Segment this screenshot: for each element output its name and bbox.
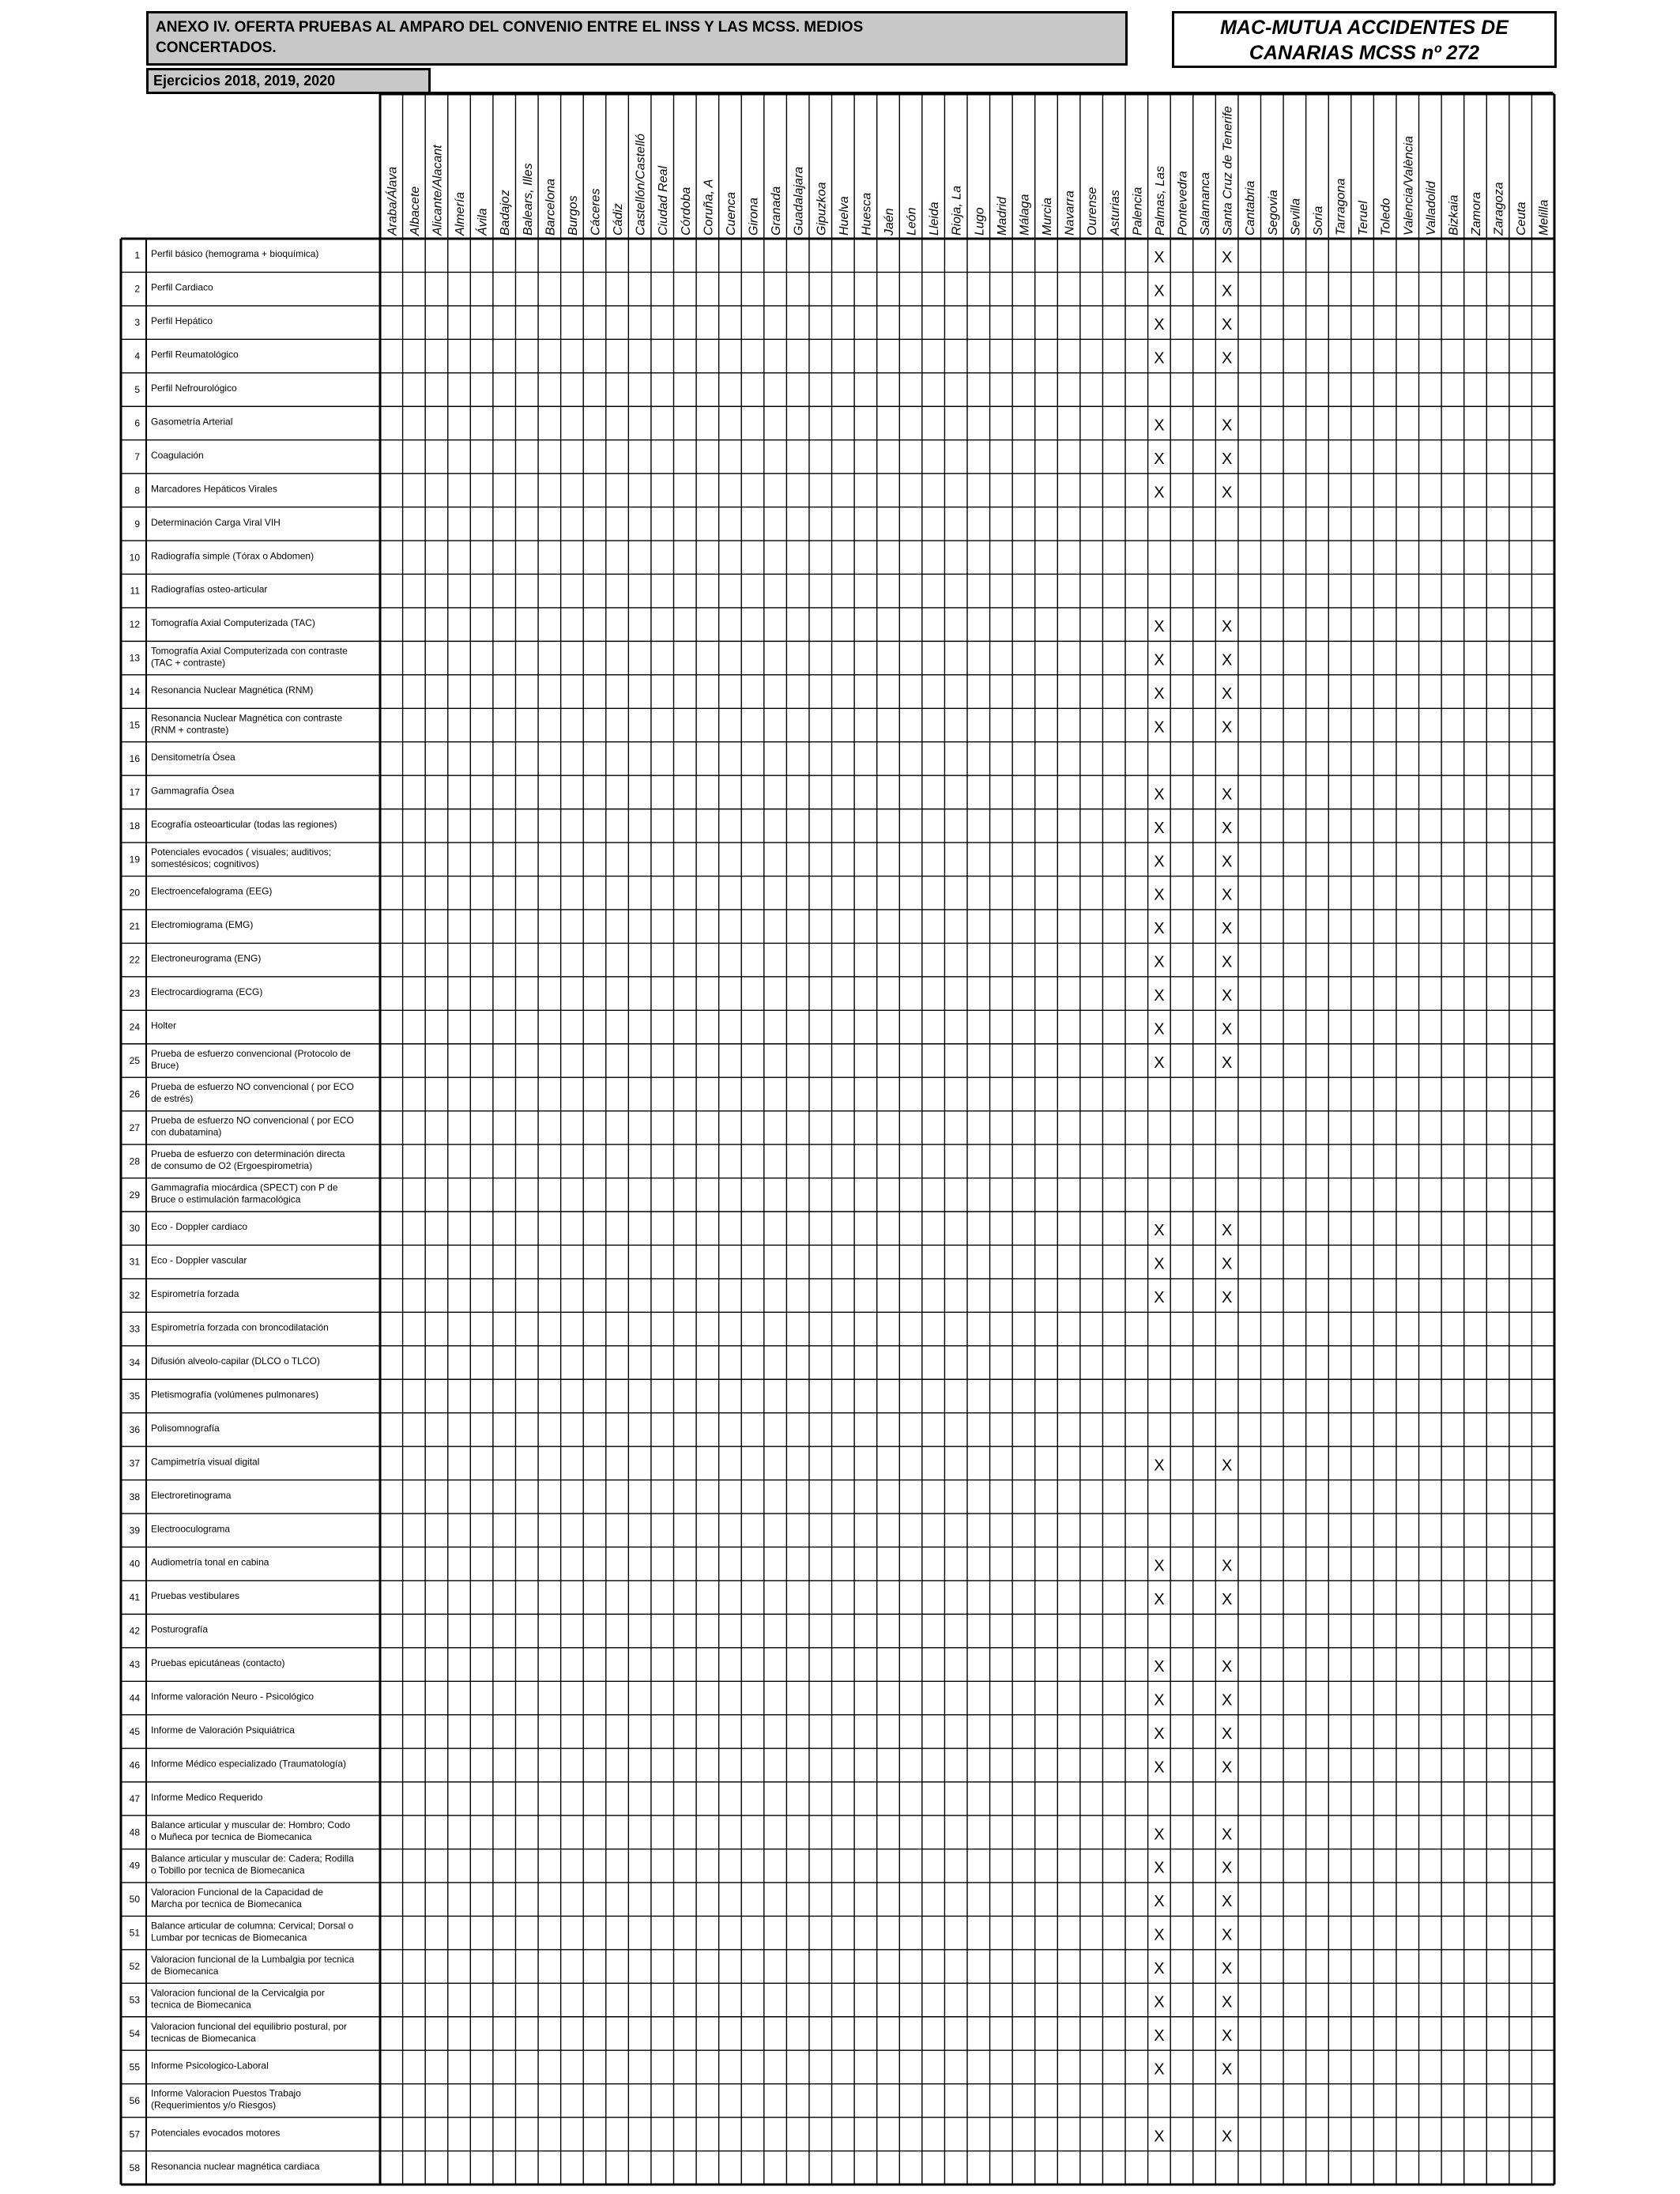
test-name: Difusión alveolo-capilar (DLCO o TLCO) [151, 1355, 320, 1367]
test-name: Balance articular y muscular de: Hombro; Codo [151, 1819, 351, 1831]
availability-mark: X [1154, 987, 1165, 1005]
test-number: 24 [129, 1021, 140, 1033]
availability-mark: X [1154, 1893, 1165, 1911]
test-name: Espirometría forzada con broncodilatación [151, 1321, 329, 1333]
province-header: Burgos [566, 195, 580, 236]
test-name: Radiografía simple (Tórax o Abdomen) [151, 550, 315, 562]
test-name: Ecografía osteoarticular (todas las regiones) [151, 818, 337, 830]
test-name: Eco - Doppler cardiaco [151, 1221, 248, 1233]
test-name: Potenciales evocados ( visuales; auditivos; [151, 846, 332, 858]
province-header: Murcia [1041, 197, 1055, 236]
province-header: Madrid [995, 197, 1009, 236]
test-number: 14 [129, 686, 140, 698]
availability-mark: X [1154, 718, 1165, 737]
test-name: Valoracion Funcional de la Capacidad de [151, 1886, 323, 1898]
province-header: Ourense [1086, 187, 1100, 236]
test-number: 6 [134, 417, 140, 429]
test-name: tecnicas de Biomecanica [151, 2032, 256, 2044]
availability-mark: X [1221, 2060, 1233, 2079]
test-name: Balance articular de columna: Cervical; Dorsal o [151, 1920, 354, 1932]
province-header: Pontevedra [1176, 171, 1190, 236]
test-number: 58 [129, 2162, 140, 2173]
test-name: Informe de Valoración Psiquiátrica [151, 1724, 295, 1736]
availability-mark: X [1221, 920, 1233, 938]
province-header: Asturias [1108, 190, 1122, 236]
province-header: Zamora [1469, 191, 1483, 236]
test-number: 29 [129, 1189, 140, 1201]
test-number: 35 [129, 1390, 140, 1402]
province-header: Coruña, A [702, 179, 716, 236]
availability-mark: X [1221, 853, 1233, 871]
province-header: Granada [770, 186, 784, 236]
availability-mark: X [1154, 1826, 1165, 1844]
test-number: 18 [129, 820, 140, 831]
test-name: Informe Valoracion Puestos Trabajo [151, 2087, 301, 2099]
test-number: 43 [129, 1659, 140, 1671]
province-header: Málaga [1018, 194, 1032, 236]
test-number: 21 [129, 921, 140, 933]
exercises-label: Ejercicios 2018, 2019, 2020 [146, 68, 431, 94]
availability-mark: X [1154, 953, 1165, 971]
province-header: Ceuta [1515, 202, 1529, 236]
availability-mark: X [1221, 651, 1233, 669]
test-name: Electromiograma (EMG) [151, 919, 254, 931]
test-name: Marcadores Hepáticos Virales [151, 483, 277, 495]
test-number: 57 [129, 2128, 140, 2140]
province-header: Jaén [882, 208, 896, 236]
availability-mark: X [1221, 786, 1233, 804]
test-number: 12 [129, 619, 140, 631]
availability-mark: X [1221, 1289, 1233, 1307]
availability-mark: X [1221, 417, 1233, 435]
test-number: 15 [129, 719, 140, 731]
test-number: 8 [134, 484, 140, 496]
test-name: Perfil Cardiaco [151, 281, 213, 293]
test-name: Prueba de esfuerzo NO convencional ( por ECO [151, 1114, 354, 1126]
province-header: Sevilla [1289, 198, 1303, 236]
mutua-name-line2: CANARIAS MCSS nº 272 [1249, 42, 1480, 64]
availability-mark: X [1154, 2128, 1165, 2146]
availability-mark: X [1154, 450, 1165, 468]
test-name: tecnica de Biomecanica [151, 1999, 251, 2011]
availability-mark: X [1221, 484, 1233, 502]
availability-mark: X [1221, 819, 1233, 837]
availability-mark: X [1221, 1725, 1233, 1743]
test-name: Polisomnografía [151, 1422, 220, 1434]
test-name: o Tobillo por tecnica de Biomecanica [151, 1864, 305, 1876]
province-header: Huelva [837, 196, 851, 236]
test-number: 41 [129, 1592, 140, 1604]
mutua-name-line1: MAC-MUTUA ACCIDENTES DE [1220, 17, 1509, 39]
availability-mark: X [1154, 651, 1165, 669]
province-header: Salamanca [1199, 172, 1213, 236]
test-name: somestésicos; cognitivos) [151, 858, 259, 870]
test-name: Perfil Hepático [151, 315, 213, 327]
test-name: Bruce o estimulación farmacológica [151, 1193, 301, 1205]
test-name: Electroencefalograma (EEG) [151, 885, 273, 897]
test-name: Pruebas epicutáneas (contacto) [151, 1657, 285, 1669]
availability-mark: X [1221, 249, 1233, 267]
test-number: 23 [129, 988, 140, 1000]
availability-mark: X [1221, 1691, 1233, 1710]
availability-mark: X [1154, 920, 1165, 938]
test-name: Valoracion funcional de la Cervicalgia por [151, 1987, 325, 1999]
test-number: 27 [129, 1122, 140, 1133]
availability-mark: X [1221, 1859, 1233, 1877]
province-header: León [905, 207, 919, 236]
test-name: Resonancia nuclear magnética cardiaca [151, 2160, 320, 2172]
province-header: Balears, Illes [521, 163, 535, 236]
test-name: Eco - Doppler vascular [151, 1254, 247, 1266]
test-name: Posturografía [151, 1623, 209, 1635]
availability-mark: X [1221, 316, 1233, 334]
availability-mark: X [1154, 2060, 1165, 2079]
test-number: 48 [129, 1826, 140, 1838]
province-header: Almería [454, 191, 468, 236]
test-name: de consumo de O2 (Ergoespirometria) [151, 1160, 313, 1172]
availability-mark: X [1221, 1557, 1233, 1575]
availability-mark: X [1221, 450, 1233, 468]
test-number: 38 [129, 1491, 140, 1502]
province-header: Guadalajara [792, 166, 806, 236]
province-header: Lleida [928, 202, 942, 236]
test-number: 39 [129, 1525, 140, 1536]
availability-mark: X [1221, 349, 1233, 368]
test-number: 49 [129, 1860, 140, 1872]
availability-mark: X [1154, 1289, 1165, 1307]
test-number: 9 [134, 518, 140, 530]
test-name: Informe Medico Requerido [151, 1791, 263, 1803]
availability-mark: X [1221, 1658, 1233, 1676]
availability-mark: X [1154, 1658, 1165, 1676]
test-number: 3 [134, 317, 140, 329]
availability-mark: X [1154, 1054, 1165, 1072]
test-name: Tomografía Axial Computerizada con contraste [151, 645, 348, 657]
test-name: Electrooculograma [151, 1523, 231, 1535]
province-header: Castellón/Castelló [634, 134, 648, 236]
test-name: Marcha por tecnica de Biomecanica [151, 1898, 302, 1909]
availability-mark: X [1154, 1691, 1165, 1710]
availability-mark: X [1154, 417, 1165, 435]
availability-mark: X [1154, 1020, 1165, 1039]
test-name: Valoracion funcional de la Lumbalgia por tecnica [151, 1953, 355, 1965]
test-number: 13 [129, 652, 140, 664]
availability-mark: X [1154, 282, 1165, 300]
province-header: Albacete [408, 186, 422, 236]
availability-mark: X [1221, 2128, 1233, 2146]
availability-mark: X [1154, 1222, 1165, 1240]
test-name: Perfil Reumatológico [151, 349, 239, 360]
availability-mark: X [1154, 1255, 1165, 1273]
test-name: Espirometría forzada [151, 1288, 239, 1300]
test-name: Pletismografía (volúmenes pulmonares) [151, 1389, 319, 1400]
availability-mark: X [1221, 1591, 1233, 1609]
province-header: Soria [1311, 205, 1325, 236]
availability-mark: X [1154, 1960, 1165, 1978]
availability-mark: X [1154, 685, 1165, 703]
availability-mark: X [1154, 249, 1165, 267]
test-name: Campimetría visual digital [151, 1456, 260, 1468]
availability-mark: X [1154, 1759, 1165, 1777]
test-number: 2 [134, 283, 140, 295]
province-header: Ávila [476, 208, 490, 236]
province-header: Valladolid [1424, 181, 1438, 236]
availability-mark: X [1221, 953, 1233, 971]
test-name: Informe Psicologico-Laboral [151, 2060, 269, 2071]
test-name: Gammagrafía Ósea [151, 785, 235, 797]
test-number: 36 [129, 1423, 140, 1435]
availability-mark: X [1154, 484, 1165, 502]
province-header: Valencia/València [1402, 135, 1416, 236]
availability-mark: X [1154, 1457, 1165, 1475]
test-number: 40 [129, 1558, 140, 1570]
province-header: Segovia [1266, 190, 1280, 236]
province-header: Girona [747, 197, 761, 236]
test-name: Perfil Nefrourológico [151, 383, 237, 394]
availability-mark: X [1221, 1054, 1233, 1072]
test-name: Informe Médico especializado (Traumatología) [151, 1758, 347, 1770]
province-header: Araba/Álava [386, 166, 400, 236]
province-header: Barcelona [544, 178, 558, 236]
availability-mark: X [1221, 618, 1233, 636]
province-header: Bizkaia [1447, 194, 1461, 236]
test-number: 52 [129, 1961, 140, 1973]
province-header: Lugo [973, 207, 987, 236]
test-name: Resonancia Nuclear Magnética con contraste [151, 712, 343, 724]
test-number: 46 [129, 1759, 140, 1771]
test-name: Electroneurograma (ENG) [151, 952, 262, 964]
test-number: 37 [129, 1457, 140, 1469]
test-number: 1 [134, 250, 140, 262]
test-number: 51 [129, 1927, 140, 1939]
test-name: Perfil básico (hemograma + bioquímica) [151, 248, 319, 260]
test-number: 54 [129, 2027, 140, 2039]
availability-mark: X [1221, 987, 1233, 1005]
test-number: 33 [129, 1323, 140, 1335]
annex-title-line1: ANEXO IV. OFERTA PRUEBAS AL AMPARO DEL CONVENIO ENTRE EL INSS Y LAS MCSS. MEDIOS [156, 19, 864, 36]
test-name: Prueba de esfuerzo convencional (Protocolo de [151, 1047, 351, 1059]
test-name: Informe valoración Neuro - Psicológico [151, 1691, 315, 1702]
test-name: (Requerimientos y/o Riesgos) [151, 2099, 277, 2111]
province-header: Tarragona [1334, 178, 1348, 236]
test-name: (TAC + contraste) [151, 657, 226, 669]
province-header: Rioja, La [950, 185, 964, 236]
availability-mark: X [1154, 786, 1165, 804]
availability-mark: X [1221, 1457, 1233, 1475]
test-name: Electrocardiograma (ECG) [151, 986, 263, 998]
test-name: Holter [151, 1020, 177, 1031]
availability-mark: X [1154, 618, 1165, 636]
test-name: Densitometría Ósea [151, 751, 235, 763]
test-number: 30 [129, 1223, 140, 1235]
test-name: Resonancia Nuclear Magnética (RNM) [151, 684, 314, 696]
availability-mark: X [1221, 1826, 1233, 1844]
test-number: 4 [134, 350, 140, 362]
availability-mark: X [1154, 1926, 1165, 1944]
availability-mark: X [1221, 282, 1233, 300]
test-number: 53 [129, 1994, 140, 2006]
test-number: 5 [134, 384, 140, 396]
test-name: con dubatamina) [151, 1126, 222, 1138]
province-header: Cáceres [589, 188, 603, 236]
test-name: Audiometría tonal en cabina [151, 1556, 269, 1568]
test-name: Potenciales evocados motores [151, 2127, 281, 2139]
availability-mark: X [1154, 316, 1165, 334]
province-header: Melilla [1537, 199, 1551, 236]
availability-mark: X [1154, 2026, 1165, 2045]
test-name: Valoracion funcional del equilibrio postural, por [151, 2020, 347, 2032]
test-name: (RNM + contraste) [151, 724, 229, 736]
test-number: 7 [134, 450, 140, 462]
province-header: Teruel [1357, 201, 1371, 236]
availability-mark: X [1154, 349, 1165, 368]
test-number: 26 [129, 1088, 140, 1100]
availability-mark: X [1154, 886, 1165, 904]
province-header: Huesca [860, 192, 874, 236]
test-number: 22 [129, 954, 140, 966]
province-header: Cuenca [724, 191, 738, 236]
availability-mark: X [1154, 1557, 1165, 1575]
province-header: Cantabria [1244, 180, 1258, 236]
availability-mark: X [1221, 886, 1233, 904]
availability-mark: X [1221, 1020, 1233, 1039]
test-number: 28 [129, 1155, 140, 1167]
availability-mark: X [1221, 1926, 1233, 1944]
province-header: Cádiz [612, 203, 626, 236]
province-header: Ciudad Real [657, 165, 671, 236]
test-number: 56 [129, 2094, 140, 2106]
test-number: 11 [130, 585, 140, 597]
availability-mark: X [1221, 1993, 1233, 2011]
test-number: 17 [129, 786, 140, 798]
availability-mark: X [1221, 2026, 1233, 2045]
province-header: Palmas, Las [1153, 165, 1167, 236]
annex-title-line2: CONCERTADOS. [156, 40, 277, 56]
province-header: Santa Cruz de Tenerife [1221, 106, 1235, 236]
availability-mark: X [1154, 1993, 1165, 2011]
availability-mark: X [1221, 1960, 1233, 1978]
test-name: Tomografía Axial Computerizada (TAC) [151, 617, 315, 629]
test-number: 19 [129, 854, 140, 865]
test-name: Prueba de esfuerzo con determinación directa [151, 1148, 345, 1160]
test-number: 50 [129, 1894, 140, 1906]
test-number: 47 [129, 1793, 140, 1804]
test-name: o Muñeca por tecnica de Biomecanica [151, 1831, 312, 1843]
availability-mark: X [1154, 853, 1165, 871]
test-number: 10 [129, 552, 140, 564]
availability-mark: X [1154, 1859, 1165, 1877]
availability-mark: X [1221, 1222, 1233, 1240]
test-name: Pruebas vestibulares [151, 1590, 240, 1602]
test-name: de estrés) [151, 1093, 194, 1105]
test-name: Determinación Carga Viral VIH [151, 516, 281, 528]
province-header: Alicante/Alacant [431, 145, 445, 236]
test-name: Lumbar por tecnicas de Biomecanica [151, 1932, 307, 1943]
province-header: Córdoba [679, 187, 693, 236]
test-name: Balance articular y muscular de: Cadera; Rodilla [151, 1853, 354, 1864]
test-number: 34 [129, 1357, 140, 1369]
test-number: 25 [129, 1054, 140, 1066]
test-name: Electroretinograma [151, 1489, 232, 1501]
availability-mark: X [1154, 819, 1165, 837]
test-name: Coagulación [151, 449, 204, 461]
test-name: Prueba de esfuerzo NO convencional ( por ECO [151, 1081, 354, 1093]
test-number: 44 [129, 1692, 140, 1704]
province-header: Navarra [1063, 190, 1077, 236]
availability-mark: X [1221, 1759, 1233, 1777]
availability-mark: X [1221, 685, 1233, 703]
province-header: Toledo [1379, 198, 1393, 236]
availability-mark: X [1154, 1725, 1165, 1743]
province-header: Gipuzkoa [815, 182, 829, 236]
availability-mark: X [1154, 1591, 1165, 1609]
test-number: 32 [129, 1290, 140, 1302]
province-header: Zaragoza [1492, 182, 1506, 236]
province-header: Badajoz [499, 190, 513, 236]
test-name: Gasometría Arterial [151, 416, 233, 428]
test-name: Radiografías osteo-articular [151, 583, 268, 595]
test-number: 45 [129, 1725, 140, 1737]
availability-mark: X [1221, 718, 1233, 737]
test-number: 42 [129, 1625, 140, 1637]
province-header: Palencia [1131, 187, 1145, 236]
test-number: 20 [129, 887, 140, 899]
test-number: 55 [129, 2061, 140, 2073]
availability-mark: X [1221, 1893, 1233, 1911]
test-number: 31 [129, 1256, 140, 1268]
availability-mark: X [1221, 1255, 1233, 1273]
test-name: de Biomecanica [151, 1965, 219, 1977]
test-name: Bruce) [151, 1059, 179, 1071]
test-number: 16 [129, 752, 140, 764]
test-name: Gammagrafía miocárdica (SPECT) con P de [151, 1182, 338, 1193]
